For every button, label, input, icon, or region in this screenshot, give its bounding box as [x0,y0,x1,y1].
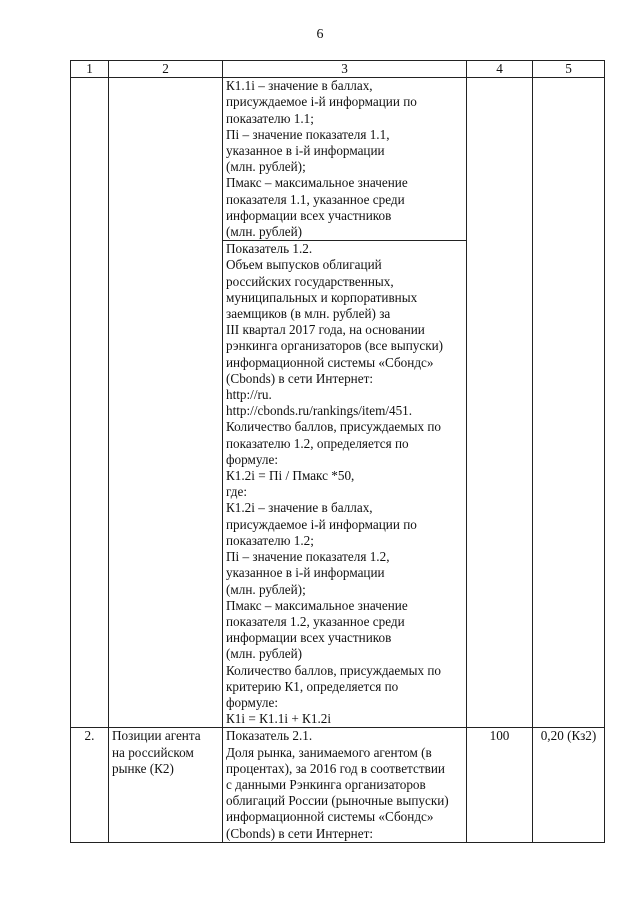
text-line: с данными Рэнкинга организаторов [226,776,426,792]
text-line: III квартал 2017 года, на основании [226,322,425,338]
text-line: К1.2i – значение в баллах, [226,500,373,516]
text-line: (млн. рублей) [226,224,303,240]
text-line: Показатель 1.2. [226,241,313,257]
table-row-2 [71,728,605,842]
text-line: рынке (К2) [112,760,174,776]
indicator-1-2-cell [223,241,467,728]
text-line: присуждаемое i-й информации по [226,94,417,110]
text-line: Доля рынка, занимаемого агентом (в [226,744,432,760]
text-line: российских государственных, [226,273,394,289]
criteria-table [70,60,605,843]
header-cell-1: 1 [71,61,109,78]
text-line: облигаций России (рыночные выпуски) [226,793,449,809]
header-cell-3: 3 [223,61,467,78]
text-line: информационной системы «Сбондс» [226,809,434,825]
text-line: информации всех участников [226,207,392,223]
header-cell-2: 2 [109,61,223,78]
text-line: (Cbonds) в сети Интернет: [226,825,374,841]
text-line: показателя 1.1, указанное среди [226,191,405,207]
text-line: Количество баллов, присуждаемых по [226,419,441,435]
text-line: показателю 1.2, определяется по [226,435,409,451]
text-line: процентах), за 2016 год в соответствии [226,760,445,776]
max-points-cell: 100 [467,728,533,842]
text-line: указанное в i-й информации [226,143,385,159]
indicator-1-1-legend-cell [223,78,467,241]
text-line: Количество баллов, присуждаемых по [226,662,441,678]
text-line: Пi – значение показателя 1.1, [226,126,390,142]
header-row [71,61,605,78]
text-line: на российском [112,744,194,760]
weight-cell: 0,20 (Кз2) [533,728,605,842]
text-line: (млн. рублей); [226,159,306,175]
text-line: указанное в i-й информации [226,565,385,581]
text-line: (Cbonds) в сети Интернет: [226,370,374,386]
text-line: Объем выпусков облигаций [226,257,382,273]
text-line: http://cbonds.ru/rankings/item/451. [226,403,413,419]
text-line: информации всех участников [226,630,392,646]
formula-line: К1.2i = Пi / Пмакс *50, [226,468,355,484]
text-line: формуле: [226,694,278,710]
text-line: где: [226,484,247,500]
indicator-2-1-cell [223,728,467,842]
header-cell-4: 4 [467,61,533,78]
text-line: Позиции агента [112,728,201,744]
text-line: информационной системы «Сбондс» [226,354,434,370]
continuation-criterion-cell [109,78,223,728]
text-line: присуждаемое i-й информации по [226,516,417,532]
formula-line: К1i = К1.1i + К1.2i [226,711,332,727]
criterion-cell [109,728,223,842]
text-line: формуле: [226,451,278,467]
continuation-points-cell [467,78,533,728]
text-line: показателю 1.2; [226,532,314,548]
text-line: показателя 1.2, указанное среди [226,613,405,629]
text-line: Пмакс – максимальное значение [226,597,408,613]
text-line: рэнкинга организаторов (все выпуски) [226,338,444,354]
row-number-cell: 2. [71,728,109,842]
continuation-row-a [71,78,605,241]
text-line: показателю 1.1; [226,110,314,126]
text-line: (млн. рублей); [226,581,306,597]
text-line: К1.1i – значение в баллах, [226,78,373,94]
text-line: заемщиков (в млн. рублей) за [226,306,391,322]
text-line: (млн. рублей) [226,646,303,662]
continuation-weight-cell [533,78,605,728]
text-line: Показатель 2.1. [226,728,313,744]
header-cell-5: 5 [533,61,605,78]
text-line: Пмакс – максимальное значение [226,175,408,191]
page-number: 6 [316,27,324,42]
text-line: http://ru. [226,387,272,403]
text-line: критерию К1, определяется по [226,678,399,694]
text-line: Пi – значение показателя 1.2, [226,549,390,565]
text-line: муниципальных и корпоративных [226,289,418,305]
continuation-number-cell [71,78,109,728]
